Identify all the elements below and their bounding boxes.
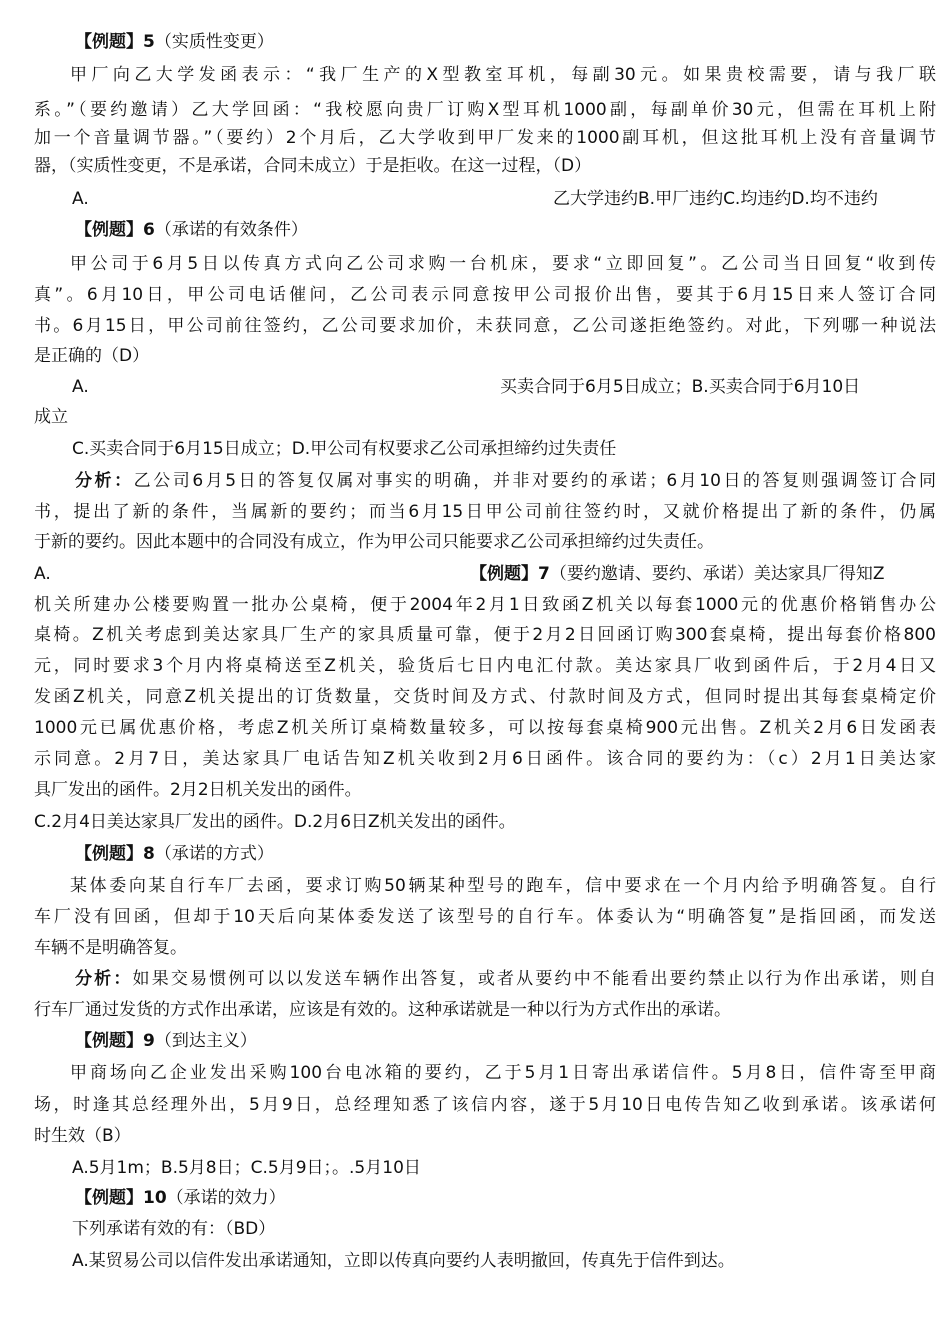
example-8-heading — [75, 842, 274, 866]
example-6-options-ab: 买卖合同于6月5日成立；B.买卖合同于6月10日 — [500, 377, 861, 397]
example-5-line-3: 加一个音量调节器。”（要约）2个月后，乙大学收到甲厂发来的1000副耳机，但这批耳机上没有音量调节 — [34, 128, 936, 148]
example-6-line-2: 真”。6月10日，甲公司电话催问，乙公司表示同意按甲公司报价出售，要其于6月15日来人签订合同 — [34, 285, 936, 305]
example-7-first-line: （要约邀请、要约、承诺）美达家具厂得知Z — [549, 564, 885, 584]
example-10-option-a: A.某贸易公司以信件发出承诺通知，立即以传真向要约人表明撤回，传真先于信件到达。 — [72, 1251, 735, 1271]
example-8-line-1: 某体委向某自行车厂去函，要求订购50辆某种型号的跑车，信中要求在一个月内给予明确答复。自行 — [70, 876, 936, 896]
example-6-analysis-line-3: 于新的要约。因此本题中的合同没有成立，作为甲公司只能要求乙公司承担缔约过失责任。 — [34, 532, 714, 552]
example-7-line-5: 发函Z机关，同意Z机关提出的订货数量，交货时间及方式、付款时间及方式，但同时提出其每套桌椅定价 — [34, 687, 936, 707]
example-6-heading — [75, 218, 308, 242]
example-5-line-4: 器，（实质性变更，不是承诺，合同未成立）于是拒收。在这一过程，（D） — [34, 156, 592, 176]
example-6-option-a: A. — [72, 377, 89, 397]
example-8-line-3: 车辆不是明确答复。 — [34, 938, 187, 958]
example-8-line-2: 车厂没有回函，但却于10天后向某体委发送了该型号的自行车。体委认为“明确答复”是指回函，而发送 — [34, 907, 936, 927]
example-6-line-3: 书。6月15日，甲公司前往签约，乙公司要求加价，未获同意，乙公司遂拒绝签约。对此，下列哪一种说法 — [34, 316, 936, 336]
example-7-tag: 【例题】7 — [470, 564, 550, 584]
example-9-tag: 【例题】9 — [75, 1031, 155, 1051]
example-8-topic: （承诺的方式） — [154, 844, 274, 864]
example-6-line-1: 甲公司于6月5日以传真方式向乙公司求购一台机床，要求“立即回复”。乙公司当日回复“收到传 — [70, 254, 936, 274]
example-5-line-1: 甲厂向乙大学发函表示：“我厂生产的X型教室耳机，每副30元。如果贵校需要，请与我厂联 — [70, 65, 936, 85]
example-10-tag: 【例题】10 — [75, 1188, 167, 1208]
example-7-line-8: 具厂发出的函件。2月2日机关发出的函件。 — [34, 780, 362, 800]
example-8-analysis-line-1 — [75, 967, 936, 991]
analysis-text: 如果交易惯例可以以发送车辆作出答复，或者从要约中不能看出要约禁止以行为作出承诺，则自 — [132, 969, 936, 989]
example-6-options-cont: 成立 — [34, 407, 68, 427]
example-9-topic: （到达主义） — [154, 1031, 257, 1051]
example-9-line-1: 甲商场向乙企业发出采购100台电冰箱的要约，乙于5月1日寄出承诺信件。5月8日，信件寄至甲商 — [70, 1063, 936, 1083]
example-9-options: A.5月1m；B.5月8日；C.5月9日；。.5月10日 — [72, 1158, 421, 1178]
analysis-label: 分析： — [75, 471, 134, 491]
example-6-analysis-line-2: 书，提出了新的条件，当属新的要约；而当6月15日甲公司前往签约时，又就价格提出了新的条件，仍属 — [34, 502, 936, 522]
example-6-analysis-line-1 — [75, 469, 936, 493]
example-7-line-6: 1000元已属优惠价格，考虑Z机关所订桌椅数量较多，可以按每套桌椅900元出售。Z机关2月6日发函表 — [34, 718, 936, 738]
analysis-label: 分析： — [75, 969, 133, 989]
example-10-topic: （承诺的效力） — [166, 1188, 286, 1208]
example-9-heading — [75, 1029, 257, 1053]
example-5-heading — [75, 30, 274, 54]
example-7-prefix: A. — [34, 564, 51, 584]
example-7-line-2: 机关所建办公楼要购置一批办公桌椅，便于2004年2月1日致函Z机关以每套1000元的优惠价格销售办公 — [34, 595, 936, 615]
example-7-line-9: C.2月4日美达家具厂发出的函件。D.2月6日Z机关发出的函件。 — [34, 812, 516, 832]
example-6-line-4: 是正确的（D） — [34, 346, 150, 366]
example-6-topic: （承诺的有效条件） — [154, 220, 308, 240]
example-6-options-cd: C.买卖合同于6月15日成立；D.甲公司有权要求乙公司承担缔约过失责任 — [72, 439, 617, 459]
example-5-line-2: 系。”（要约邀请）乙大学回函：“我校愿向贵厂订购X型耳机1000副，每副单价30元，但需在耳机上附 — [34, 100, 936, 120]
example-7-line-3: 桌椅。Z机关考虑到美达家具厂生产的家具质量可靠，便于2月2日回函订购300套桌椅，提出每套价格800 — [34, 625, 936, 645]
example-5-option-a: A. — [72, 189, 89, 209]
example-5-topic: （实质性变更） — [154, 32, 274, 52]
example-10-heading — [75, 1186, 286, 1210]
example-5-options-rest: 乙大学违约B.甲厂违约C.均违约D.均不违约 — [553, 189, 878, 209]
example-10-question: 下列承诺有效的有：（BD） — [72, 1219, 276, 1239]
example-9-line-2: 场，时逢其总经理外出，5月9日，总经理知悉了该信内容，遂于5月10日电传告知乙收到承诺。该承诺何 — [34, 1095, 936, 1115]
example-7-heading — [470, 562, 885, 586]
analysis-text: 乙公司6月5日的答复仅属对事实的明确，并非对要约的承诺；6月10日的答复则强调签订合同 — [133, 471, 937, 491]
example-8-tag: 【例题】8 — [75, 844, 155, 864]
example-5-tag: 【例题】5 — [75, 32, 155, 52]
example-9-line-3: 时生效（B） — [34, 1126, 131, 1146]
example-7-line-7: 示同意。2月7日，美达家具厂电话告知Z机关收到2月6日函件。该合同的要约为：（c）2月1日美达家 — [34, 749, 936, 769]
example-6-tag: 【例题】6 — [75, 220, 155, 240]
example-7-line-4: 元，同时要求3个月内将桌椅送至Z机关，验货后七日内电汇付款。美达家具厂收到函件后，于2月4日又 — [34, 656, 936, 676]
example-8-analysis-line-2: 行车厂通过发货的方式作出承诺，应该是有效的。这种承诺就是一种以行为方式作出的承诺。 — [34, 1000, 731, 1020]
